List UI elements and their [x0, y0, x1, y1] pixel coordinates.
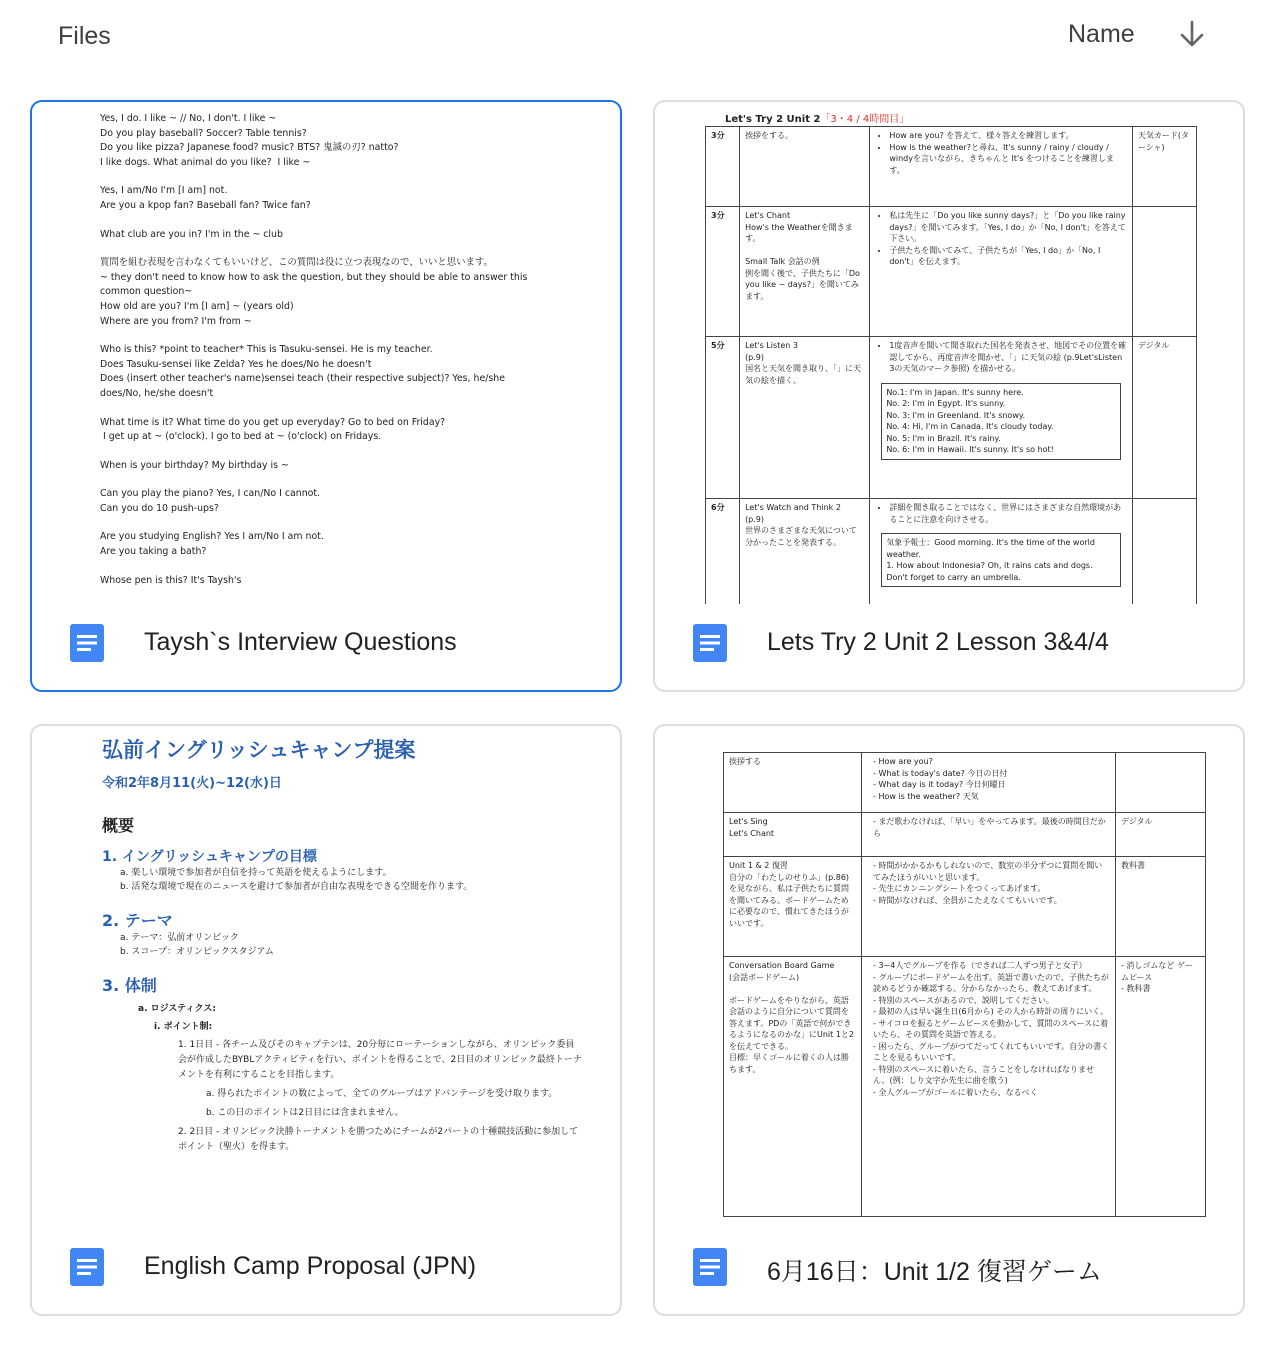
google-docs-icon: [70, 624, 104, 662]
list-item: b. 活発な環境で現在のニュースを避けて参加者が自由な表現をできる空間を作ります。: [120, 882, 473, 892]
document-preview: [655, 726, 1243, 1228]
file-card-unit-review-game[interactable]: [653, 724, 1245, 1316]
document-line: Can you do 10 push-ups?: [100, 502, 219, 514]
section-heading: 2. テーマ: [102, 911, 173, 930]
time-cell: 5分: [706, 337, 740, 499]
point-item: - What is today's date? 今日の日付: [873, 768, 1110, 780]
list-item: a. テーマ：弘前オリンピック: [120, 933, 239, 943]
list-item: i. ポイント制:: [154, 1022, 213, 1032]
material-cell: [1132, 207, 1196, 337]
document-line: Do you like pizza? Japanese food? music? BTS? 鬼滅の刃? natto?: [100, 142, 399, 154]
time-cell: 3分: [706, 207, 740, 337]
paragraph-gap: [100, 329, 540, 343]
activity-cell: Let's Chant How's the Weatherを聞きます。 Small Talk 会話の例 例を聞く後で、子供たちに「Do you like ~ days?」を聞いてみます。: [740, 207, 870, 337]
card-footer: [655, 1226, 1243, 1314]
script-box: [881, 383, 1121, 460]
document-line: Are you studying English? Yes I am/No I am not.: [100, 531, 324, 543]
document-text: [102, 734, 602, 1155]
point-item: - 時間がかかるかもしれないので、数室の半分ずつに質問を聞いてみたほうがいいと思います。: [873, 860, 1110, 883]
document-line: When is your birthday? My birthday is ~: [100, 459, 289, 471]
card-footer: [32, 1226, 620, 1314]
file-card-lets-try-2-unit-2[interactable]: [653, 100, 1245, 692]
script-box: [881, 533, 1121, 587]
point-item: - 最初の人は早い誕生日(6月から) その人から時計の周りにいく。: [873, 1006, 1110, 1018]
point-item: - 先生にカンニングシートをつくってあげます。: [873, 883, 1110, 895]
points-cell: [862, 957, 1116, 1217]
paragraph-gap: [100, 516, 540, 530]
points-cell: [862, 813, 1116, 857]
script-line: No. 4: Hi, I'm in Canada. It's cloudy today.: [886, 422, 1054, 431]
script-line: No. 5: I'm in Brazil. It's rainy.: [886, 433, 1001, 443]
point-item: - How is the weather? 天気: [873, 791, 1110, 803]
document-preview: [32, 726, 620, 1228]
list-item: a. 得られたポイントの数によって、全てのグループはアドバンテージを受け取ります。: [206, 1089, 558, 1099]
table-row: [724, 957, 1206, 1217]
points-cell: [870, 337, 1133, 499]
points-cell: [870, 127, 1133, 207]
document-line: I like dogs. What animal do you like? I like ~: [100, 156, 311, 168]
paragraph-gap: [100, 445, 540, 459]
section-title: Files: [58, 22, 111, 50]
paragraph-gap: [100, 473, 540, 487]
paragraph-gap: [100, 242, 540, 256]
file-card-tayshs-interview-questions[interactable]: [30, 100, 622, 692]
document-line: Are you a kpop fan? Baseball fan? Twice fan?: [100, 199, 311, 211]
section-heading: 3. 体制: [102, 976, 157, 995]
time-cell: 6分: [706, 499, 740, 605]
activity-cell: Let's Listen 3 (p.9) 国名と天気を聞き取り、「」に天気の絵を描く。: [740, 337, 870, 499]
document-title: 弘前イングリッシュキャンプ提案: [102, 738, 416, 762]
activity-cell: Conversation Board Game (会話ボードゲーム) ボードゲームをやりながら、英語会話のように自分について質問を答えます。PDの「英語で何ができるようになるのかな」にUnit 1と2を伝えてできる。 目標：早くゴールに着くの人は勝ちます。: [724, 957, 862, 1217]
point-item: • 子供たちを聞いてみて、子供たちが「Yes, I do」か「No, I don't」を伝えます。: [889, 245, 1127, 268]
google-docs-icon: [693, 624, 727, 662]
document-line: Who is this? *point to teacher* This is Tasuku-sensei. He is my teacher.: [100, 344, 433, 356]
document-line: Do you play baseball? Soccer? Table tennis?: [100, 127, 307, 139]
point-item: • How are you? を答えて、様々答えを練習します。: [889, 130, 1127, 142]
list-item: b. スコープ：オリンピックスタジアム: [120, 947, 274, 957]
section-heading: 1. イングリッシュキャンプの目標: [102, 849, 317, 865]
points-cell: [862, 753, 1116, 813]
points-cell: [862, 857, 1116, 957]
document-text: [100, 112, 540, 588]
document-line: does/No, he/she doesn't: [100, 387, 214, 399]
document-line: Yes, I do. I like ~ // No, I don't. I like ~: [100, 113, 277, 124]
list-item: a. 楽しい環境で参加者が自信を持って英語を使えるようにします。: [120, 868, 392, 878]
document-line: Are you taking a bath?: [100, 546, 207, 558]
point-item: - 3~4人でグループを作る（できれば二人ずつ男子と女子）: [873, 960, 1110, 972]
points-cell: [870, 207, 1133, 337]
document-line: Yes, I am/No I'm [I am] not.: [100, 185, 228, 197]
document-line: Does Tasuku-sensei like Zelda? Yes he does/No he doesn't: [100, 358, 372, 370]
section-heading: 概要: [102, 816, 135, 835]
point-item: - What day is it today? 今日何曜日: [873, 779, 1110, 791]
lesson-plan-table: [705, 126, 1197, 604]
document-line: ~ they don't need to know how to ask the question, but they should be able to answer this: [100, 271, 528, 283]
time-cell: 3分: [706, 127, 740, 207]
activity-cell: Let's Sing Let's Chant: [724, 813, 862, 857]
material-cell: デジタル: [1116, 813, 1206, 857]
document-line: Does (insert other teacher's name)sensei teach (their respective subject)? Yes, he/she: [100, 373, 505, 385]
script-line: No. 2: I'm in Egypt. It's sunny.: [886, 399, 1006, 408]
paragraph-gap: [100, 560, 540, 574]
document-line: What club are you in? I'm in the ~ club: [100, 228, 283, 240]
table-row: [724, 753, 1206, 813]
file-title: 6月16日：Unit 1/2 復習ゲーム: [767, 1258, 1102, 1286]
table-row: [706, 207, 1197, 337]
activity-cell: 挨拶をする。: [740, 127, 870, 207]
point-item: - How are you?: [873, 756, 1110, 768]
list-item: 1. 1日目 - 各チーム及びそのキャプテンは、20分毎にローテーションしながら、オリンピック委員会が作成したBYBLアクティビティを行い、ポイントを得ることで、2日目のオリンピック最終トーナメントを有利にすることを目指します。: [178, 1040, 582, 1080]
activity-cell: Unit 1 & 2 復習 自分の「わたしのせりふ」(p.86) を見ながら、私は子供たちに質問を聞いてみる。ボードゲームために必要なので、慣れてきたほうがいいです。: [724, 857, 862, 957]
script-line: No. 6: I'm in Hawaii. It's sunny. It's so hot!: [886, 445, 1054, 454]
document-line: common question~: [100, 286, 193, 298]
point-item: - サイコロを振るとゲームピースを動かして、質問のスペースに着いたら、その質問を英語で答える。: [873, 1018, 1110, 1041]
point-item: • How is the weather?と尋ね、It's sunny / rainy / cloudy / windyを言いながら、きちゃんと It's をつけることを練習します。: [889, 142, 1127, 177]
table-row: [706, 337, 1197, 499]
document-date: 令和2年8月11(火)~12(水)日: [102, 776, 282, 791]
card-footer: [655, 602, 1243, 690]
script-line: No.1: I'm in Japan. It's sunny here.: [886, 387, 1024, 397]
script-line: 1. How about Indonesia? Oh, it rains cats and dogs. Don't forget to carry an umbrella.: [886, 561, 1093, 582]
sort-by-name-button[interactable]: Name: [1068, 20, 1135, 48]
point-item: - 特別のスペースがあるので、説明してください。: [873, 995, 1110, 1007]
list-item: 2. 2日目 - オリンピック決勝トーナメントを勝つためにチームが2パートの十種競技活動に参加してポイント（聖火）を得ます。: [178, 1127, 579, 1152]
point-item: - 特別のスペースに着いたら、言うことをしなければなりません。(例：しり文字か先生に曲を歌う): [873, 1064, 1110, 1087]
document-line: How old are you? I'm [I am] ~ (years old): [100, 300, 294, 312]
document-preview: [655, 102, 1243, 604]
points-cell: [870, 499, 1133, 605]
lesson-plan-table: [723, 752, 1206, 1217]
document-line: What time is it? What time do you get up everyday? Go to bed on Friday?: [100, 416, 446, 428]
point-item: - まだ歌わなければ、「早い」をやってみます。最後の時間目だから: [873, 816, 1110, 839]
google-docs-icon: [693, 1248, 727, 1286]
file-card-english-camp-proposal[interactable]: [30, 724, 622, 1316]
table-row: [724, 813, 1206, 857]
list-item: a. ロジスティクス:: [138, 1004, 216, 1014]
document-line: Whose pen is this? It's Taysh's: [100, 574, 242, 586]
activity-cell: Let's Watch and Think 2 (p.9) 世界のさまざまな天気について分かったことを発表する。: [740, 499, 870, 605]
point-item: - 時間がなければ、全員がこたえなくてもいいです。: [873, 895, 1110, 907]
paragraph-gap: [100, 402, 540, 416]
table-row: [706, 127, 1197, 207]
point-item: - グループにボードゲームを出す。英語で書いたので、子供たちが読めるどうか確認する。分からなかったら、教えてあげます。: [873, 972, 1110, 995]
document-line: Where are you from? I'm from ~: [100, 315, 252, 327]
table-row: [706, 499, 1197, 605]
point-item: • 私は先生に「Do you like sunny days?」と「Do you like rainy days?」を聞いてみます。「Yes, I do」か「No, I don't」を答えて下さい。: [889, 210, 1127, 245]
script-line: No. 3: I'm in Greenland. It's snowy.: [886, 410, 1025, 420]
google-docs-icon: [70, 1248, 104, 1286]
point-item: • 1度音声を聞いて聞き取れた国名を発表させ、地図でその位置を確認してから、再度音声を聞かせ、「」に天気の絵 (p.9Let'sListen 3の天気のマーク参照) を描かせる。: [889, 340, 1127, 375]
file-title: Taysh`s Interview Questions: [144, 628, 457, 656]
material-cell: 教科書: [1116, 857, 1206, 957]
material-cell: [1116, 753, 1206, 813]
document-line: I get up at ~ (o'clock). I go to bed at ~ (o'clock) on Fridays.: [100, 431, 382, 443]
point-item: - 全人グループがゴールに着いたら、なるべく: [873, 1087, 1110, 1099]
paragraph-gap: [100, 170, 540, 184]
card-footer: [32, 602, 620, 690]
arrow-down-icon[interactable]: [1176, 18, 1208, 50]
table-row: [724, 857, 1206, 957]
material-cell: - 消しゴムなど ゲームピース - 教科書: [1116, 957, 1206, 1217]
point-item: - 困ったら、グループがつてだってくれてもいいです。自分の書くことを見るもいいです。: [873, 1041, 1110, 1064]
point-item: • 詳細を聞き取ることではなく、世界にはさまざまな自然環境があることに注意を向けさせる。: [889, 502, 1127, 525]
files-header: [0, 0, 1284, 80]
material-cell: デジタル: [1132, 337, 1196, 499]
document-line: 質問を組む表現を言わなくてもいいけど、この質問は役に立つ表現なので、いいと思います。: [100, 257, 493, 269]
document-preview: [32, 102, 620, 604]
script-line: 気象予報士：Good morning. It's the time of the world weather.: [886, 538, 1095, 559]
activity-cell: 挨拶する: [724, 753, 862, 813]
material-cell: [1132, 499, 1196, 605]
document-line: Can you play the piano? Yes, I can/No I cannot.: [100, 488, 321, 500]
file-title: Lets Try 2 Unit 2 Lesson 3&4/4: [767, 628, 1109, 656]
file-title: English Camp Proposal (JPN): [144, 1252, 477, 1280]
material-cell: 天気カード(ターシャ): [1132, 127, 1196, 207]
document-heading: Let's Try 2 Unit 2「3・4 / 4時間目」: [725, 114, 910, 125]
list-item: b. この日のポイントは2日目には含まれません。: [206, 1108, 404, 1118]
paragraph-gap: [100, 214, 540, 228]
